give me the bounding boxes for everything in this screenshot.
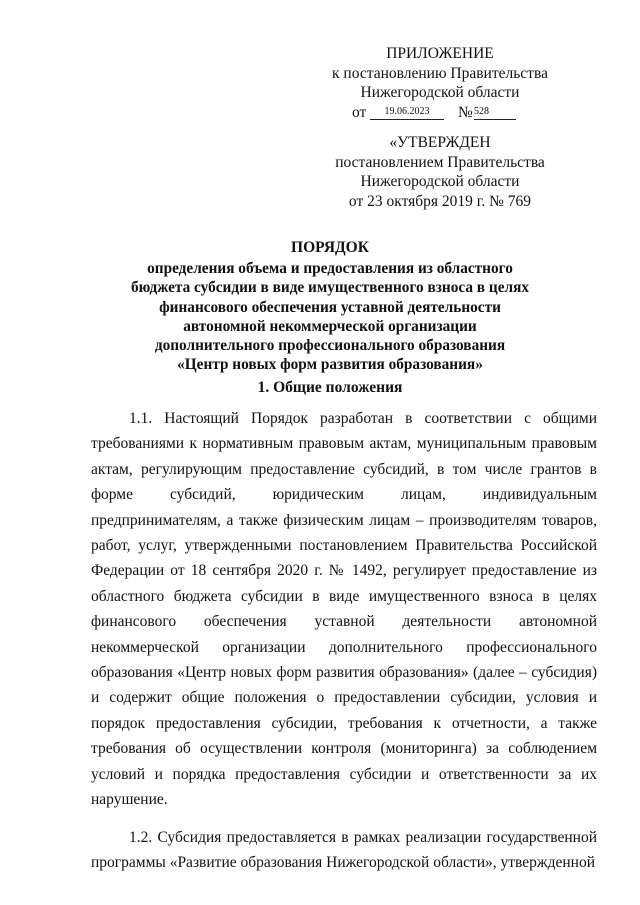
number-label: № — [458, 103, 473, 121]
approved-line-2: постановлением Правительства — [335, 153, 545, 171]
paragraph-1-2: 1.2. Субсидия предоставляется в рамках реализации государственной программы «Развитие образования Нижегородской области», утвержденной — [91, 828, 597, 871]
heading-line: финансового обеспечения уставной деятельности — [159, 298, 501, 316]
document-title: ПОРЯДОК — [291, 239, 369, 256]
approved-block — [300, 133, 580, 211]
approved-line-1: «УТВЕРЖДЕН — [389, 134, 491, 151]
heading-line: определения объема и предоставления из областного — [147, 260, 513, 278]
heading-line: дополнительного профессионального образования — [154, 337, 506, 355]
heading-line: бюджета субсидии в виде имущественного взноса в целях — [131, 279, 529, 297]
document-heading — [70, 238, 590, 374]
decree-date: 19.06.2023 — [370, 105, 444, 120]
section-title: 1. Общие положения — [257, 379, 403, 396]
approved-line-4: от 23 октября 2019 г. № 769 — [348, 192, 532, 210]
heading-line: автономной некоммерческой организации — [183, 317, 477, 335]
decree-number: 528 — [474, 105, 516, 120]
appendix-block — [300, 44, 580, 123]
appendix-title: ПРИЛОЖЕНИЕ — [386, 45, 494, 62]
appendix-date-line — [300, 103, 580, 123]
heading-line: «Центр новых форм развития образования» — [177, 356, 483, 374]
appendix-line-2: Нижегородской области — [360, 84, 520, 101]
approved-line-3: Нижегородской области — [360, 173, 520, 190]
appendix-line-1: к постановлению Правительства — [332, 64, 548, 82]
paragraph-1-1: 1.1. Настоящий Порядок разработан в соответствии с общими требованиями к нормативным правовым актам, муниципальным правовым актам, регулирующим предоставление субсидий, в том числе грантов в форме субсидий, юридическим лицам, индивидуальным предпринимателям, а также физическим лицам – производителям товаров, работ, услуг, утвержденными постановлением Правительства Российской Федерации от 18 сентября 2020 г. № 1492, регулирует предоставление из областного бюджета субсидии в виде имущественного взноса в целях финансового обеспечения уставной деятельности автономной некоммерческой организации дополнительного профессионального образования «Центр новых форм развития образования» (далее – субсидия) и содержит общие положения о предоставлении субсидии, условия и порядок предоставления субсидии, требования к отчетности, а также требования об осуществлении контроля (мониторинга) за соблюдением условий и порядка предоставления субсидии и ответственности за их нарушение. — [91, 410, 597, 809]
document-body — [91, 406, 597, 875]
from-label: от — [352, 103, 367, 121]
